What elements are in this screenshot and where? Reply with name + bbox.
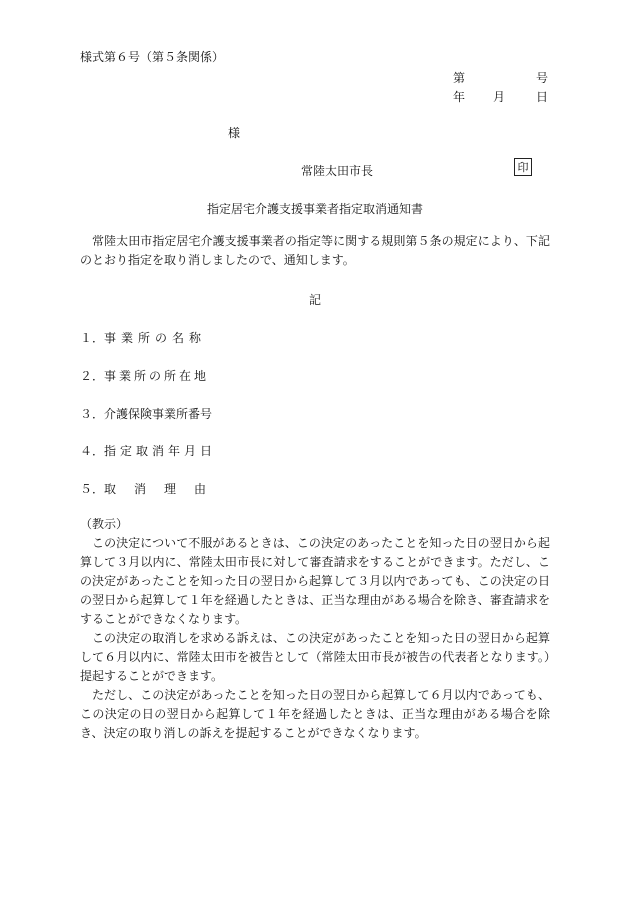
item-number: ３． xyxy=(80,407,105,421)
date-month: 月 xyxy=(493,90,506,104)
item-number: ２． xyxy=(80,369,105,383)
item-number: １． xyxy=(80,331,105,345)
item-label: 指定取消年月日 xyxy=(104,444,217,458)
item-number: ４． xyxy=(80,444,105,458)
item-revocation-reason xyxy=(80,480,209,497)
instruction-paragraph: この決定について不服があるときは、この決定のあったことを知った日の翌日から起算して３月以内に、常陸太田市長に対して審査請求をすることができます。ただし、この決定があったことを知った日の翌日から起算して３月以内であっても、この決定の日の翌日から起算して１年を経過したときは、正当な理由がある場合を除き、審査請求をすることができなくなります。 xyxy=(80,536,550,626)
instruction-paragraph: ただし、この決定があったことを知った日の翌日から起算して６月以内であっても、この決定の日の翌日から起算して１年を経過したときは、正当な理由がある場合を除き、決定の取り消しの訴えを提起することができなくなります。 xyxy=(80,688,550,740)
instruction-heading: （教示） xyxy=(80,517,129,531)
addressee-suffix: 様 xyxy=(228,126,241,140)
form-number: 様式第６号（第５条関係） xyxy=(80,50,225,64)
doc-number-go: 号 xyxy=(536,71,549,85)
item-label: 事業所の名称 xyxy=(104,331,207,345)
item-business-address xyxy=(80,367,209,384)
doc-number-dai: 第 xyxy=(453,71,466,85)
item-label: 取 消 理 由 xyxy=(104,482,210,496)
document-title: 指定居宅介護支援事業者指定取消通知書 xyxy=(206,202,423,216)
date-year: 年 xyxy=(453,90,466,104)
item-number: ５． xyxy=(80,482,105,496)
instruction-body xyxy=(80,534,550,743)
seal-mark: 印 xyxy=(514,158,532,176)
item-label: 介護保険事業所番号 xyxy=(104,407,213,421)
instruction-paragraph: この決定の取消しを求める訴えは、この決定があったことを知った日の翌日から起算して６月以内に、常陸太田市を被告として（常陸太田市長が被告の代表者となります。）提起することができます。 xyxy=(80,631,550,683)
item-business-name xyxy=(80,329,206,346)
notice-body: 常陸太田市指定居宅介護支援事業者の指定等に関する規則第５条の規定により、下記のとおり指定を取り消しましたので、通知します。 xyxy=(80,234,550,267)
item-revocation-date xyxy=(80,442,216,459)
item-label: 事業所の所在地 xyxy=(104,369,210,383)
item-business-number xyxy=(80,405,212,422)
ki-heading: 記 xyxy=(308,293,321,307)
date-day: 日 xyxy=(536,90,549,104)
issuer-name: 常陸太田市長 xyxy=(301,164,374,178)
